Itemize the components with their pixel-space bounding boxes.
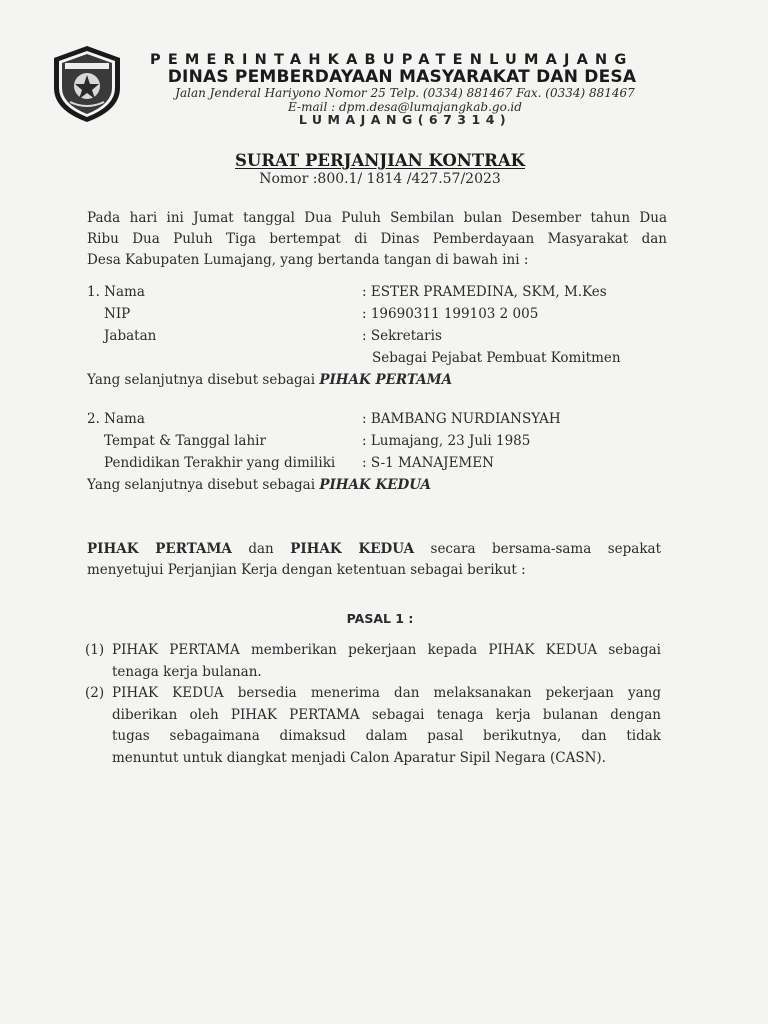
document-title: SURAT PERJANJIAN KONTRAK (235, 151, 525, 170)
regency-emblem-logo (50, 44, 124, 124)
party1-closing (87, 372, 452, 388)
list-item (112, 640, 661, 683)
agreement-and: dan (231, 541, 291, 557)
item-line: menuntut untuk diangkat menjadi Calon Aparatur Sipil Negara (CASN). (112, 749, 606, 766)
party1-jabatan-label: Jabatan (104, 328, 157, 344)
letterhead-city: LUMAJANG(67314) (298, 112, 512, 127)
item-line: PIHAK KEDUA bersedia menerima dan melaksanakan pekerjaan yang (112, 685, 661, 701)
agreement-party1: PIHAK PERTAMA (87, 541, 232, 557)
party1-closing-text: Yang selanjutnya disebut sebagai (87, 372, 320, 388)
agreement-paragraph (87, 539, 661, 581)
item-line: PIHAK PERTAMA memberikan pekerjaan kepada PIHAK KEDUA sebagai (112, 642, 661, 658)
agreement-line-1 (87, 539, 661, 560)
opening-line: Pada hari ini Jumat tanggal Dua Puluh Sembilan bulan Desember tahun Dua (87, 210, 667, 226)
party2-ttl-value: : Lumajang, 23 Juli 1985 (362, 433, 531, 449)
opening-paragraph (87, 208, 667, 271)
party2-nama-label: 2. Nama (87, 411, 145, 427)
item-line: tenaga kerja bulanan. (112, 663, 262, 680)
letterhead-email: E-mail : dpm.desa@lumajangkab.go.id (288, 100, 522, 114)
letterhead-address: Jalan Jenderal Hariyono Nomor 25 Telp. (0334) 881467 Fax. (0334) 881467 (175, 86, 635, 100)
party2-closing (87, 477, 431, 493)
agreement-rest: secara bersama-sama sepakat (414, 541, 661, 557)
party1-nama-value: : ESTER PRAMEDINA, SKM, M.Kes (362, 284, 607, 300)
party2-pendidikan-label: Pendidikan Terakhir yang dimiliki (104, 455, 336, 471)
party1-nip-label: NIP (104, 306, 131, 322)
item-line: tugas sebagaimana dimaksud dalam pasal berikutnya, dan tidak (112, 728, 661, 744)
letterhead-agency: DINAS PEMBERDAYAAN MASYARAKAT DAN DESA (167, 67, 637, 87)
document-number: Nomor :800.1/ 1814 /427.57/2023 (259, 171, 501, 187)
item-number: (2) (85, 685, 105, 701)
party1-role-name: PIHAK PERTAMA (319, 372, 453, 388)
list-item (112, 683, 661, 769)
opening-line: Desa Kabupaten Lumajang, yang bertanda tangan di bawah ini : (87, 252, 529, 268)
party1-nip-value: : 19690311 199103 2 005 (362, 306, 539, 322)
party2-pendidikan-value: : S-1 MANAJEMEN (362, 455, 494, 471)
article-heading: PASAL 1 : (346, 611, 414, 626)
opening-line: Ribu Dua Puluh Tiga bertempat di Dinas Pemberdayaan Masyarakat dan (87, 231, 667, 247)
agreement-line-2: menyetujui Perjanjian Kerja dengan ketentuan sebagai berikut : (87, 562, 526, 578)
party2-role-name: PIHAK KEDUA (319, 477, 432, 493)
party2-nama-value: : BAMBANG NURDIANSYAH (362, 411, 561, 427)
party2-closing-text: Yang selanjutnya disebut sebagai (87, 477, 320, 493)
item-number: (1) (85, 642, 105, 658)
party1-jabatan-role: Sebagai Pejabat Pembuat Komitmen (372, 350, 621, 366)
party1-jabatan-value: : Sekretaris (362, 328, 442, 344)
item-line: diberikan oleh PIHAK PERTAMA sebagai tenaga kerja bulanan dengan (112, 706, 661, 723)
party1-nama-label: 1. Nama (87, 284, 145, 300)
party2-ttl-label: Tempat & Tanggal lahir (104, 433, 266, 449)
agreement-party2: PIHAK KEDUA (290, 541, 415, 557)
letterhead-government: PEMERINTAHKABUPATENLUMAJANG (150, 52, 634, 68)
